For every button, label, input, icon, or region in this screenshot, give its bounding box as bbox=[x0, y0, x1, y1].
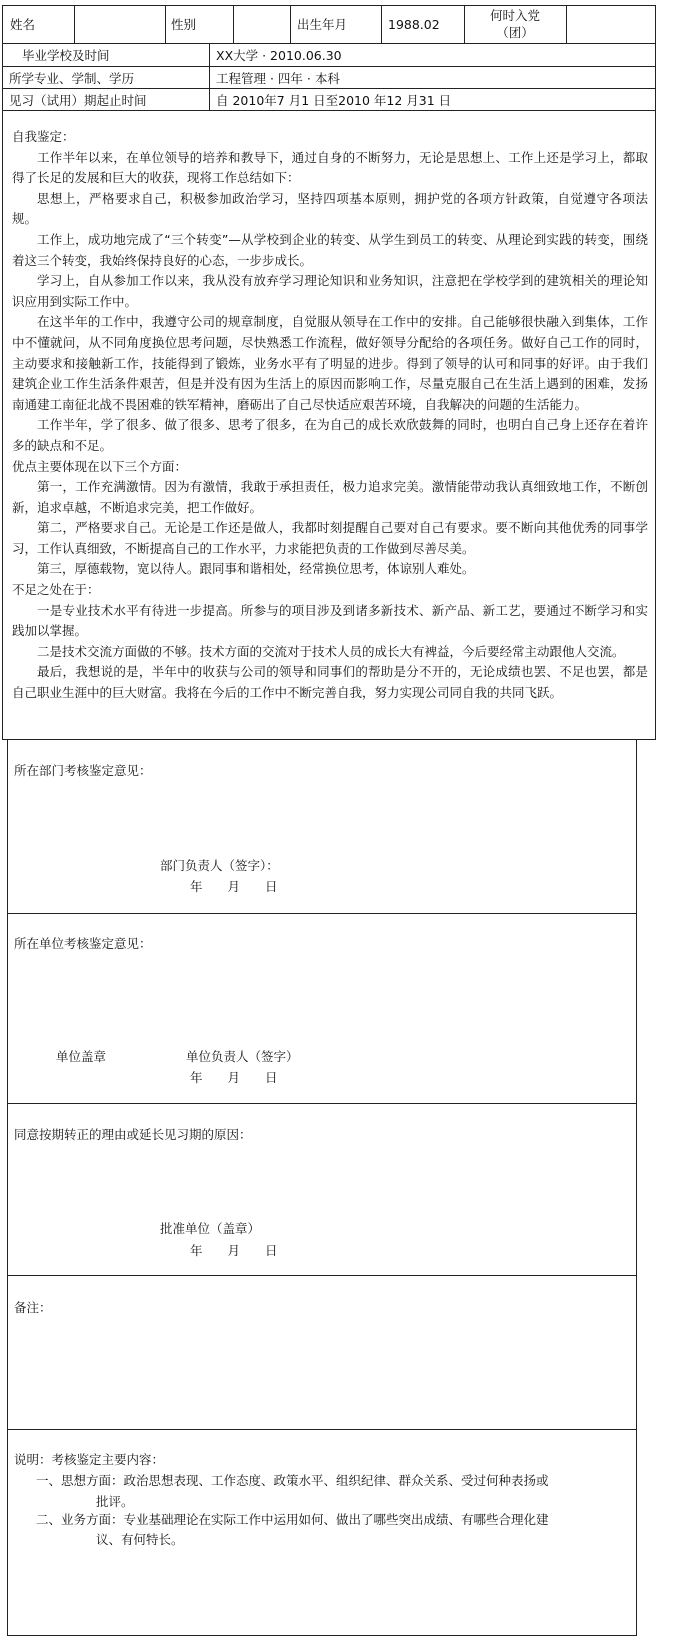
closing-paragraph: 最后，我想说的是，半年中的收获与公司的领导和同事们的帮助是分不开的，无论成绩也罢、不足也罢，都是自己职业生涯中的巨大财富。我将在今后的工作中不断完善自我，努力实现公司同自我的共同飞跃。 bbox=[12, 664, 648, 701]
strengths-title: 优点主要体现在以下三个方面： bbox=[12, 458, 188, 474]
party-label-line2: （团） bbox=[496, 25, 534, 40]
unit-seal-label: 单位盖章 bbox=[56, 1049, 107, 1064]
grid-line bbox=[7, 739, 8, 1636]
grid-line bbox=[2, 5, 3, 739]
paragraph-6: 工作半年，学了很多、做了很多、思考了很多，在为自己的成长欢欣鼓舞的同时，也明白自己身上还存在着许多的缺点和不足。 bbox=[12, 417, 648, 453]
party-label bbox=[466, 6, 564, 42]
party-label-line1: 何时入党 bbox=[489, 8, 540, 23]
name-label: 姓名 bbox=[10, 17, 36, 32]
weakness-2: 二是技术交流方面做的不够。技术方面的交流对于技术人员的成长大有裨益，今后要经常主动跟他人交流。 bbox=[37, 643, 625, 659]
strength-2: 第二，严格要求自己。无论是工作还是做人，我都时刻提醒自己要对自己有要求。要不断向其他优秀的同事学习，工作认真细致，不断提高自己的工作水平，力求能把负责的工作做到尽善尽美。 bbox=[12, 520, 648, 556]
grid-line bbox=[7, 1635, 637, 1636]
note-item-2-cont: 议、有何特长。 bbox=[96, 1532, 184, 1547]
grid-line bbox=[7, 913, 637, 914]
major-label: 所学专业、学制、学历 bbox=[9, 70, 135, 86]
dept-signer-label: 部门负责人（签字）： bbox=[160, 858, 279, 873]
grid-line bbox=[636, 739, 637, 1636]
unit-section-title: 所在单位考核鉴定意见： bbox=[14, 936, 152, 951]
grid-line bbox=[290, 5, 291, 43]
dept-date: 年 月 日 bbox=[190, 879, 278, 894]
grid-line bbox=[7, 1429, 637, 1430]
birth-value[interactable]: 1988.02 bbox=[388, 16, 440, 32]
weakness-title: 不足之处在于： bbox=[12, 582, 100, 598]
period-label: 见习（试用）期起止时间 bbox=[9, 92, 147, 108]
paragraph-4: 学习上，自从参加工作以来，我从没有放弃学习理论知识和业务知识，注意把在学校学到的建筑相关的理论知识应用到实际工作中。 bbox=[12, 273, 648, 309]
grid-line bbox=[233, 5, 234, 43]
paragraph-2: 思想上，严格要求自己，积极参加政治学习，坚持四项基本原则，拥护党的各项方针政策，自觉遵守各项法规。 bbox=[12, 190, 648, 227]
unit-date: 年 月 日 bbox=[190, 1070, 278, 1085]
period-value[interactable]: 自 2010年7 月1 日至2010 年12 月31 日 bbox=[216, 92, 452, 108]
note-item-2: 二、业务方面：专业基础理论在实际工作中运用如何、做出了哪些突出成绩、有哪些合理化建 bbox=[36, 1512, 549, 1527]
grid-line bbox=[381, 5, 382, 43]
weakness-1: 一是专业技术水平有待进一步提高。所参与的项目涉及到诸多新技术、新产品、新工艺，要通过不断学习和实践加以掌握。 bbox=[12, 602, 648, 639]
paragraph-3: 工作上，成功地完成了“三个转变”—从学校到企业的转变、从学生到员工的转变、从理论到实践的转变，围绕着这三个转变，我始终保持良好的心态，一步步成长。 bbox=[12, 231, 648, 268]
grid-line bbox=[566, 5, 567, 43]
grid-line bbox=[7, 1275, 637, 1276]
gender-value[interactable] bbox=[235, 6, 289, 42]
school-value[interactable]: XX大学 · 2010.06.30 bbox=[216, 48, 342, 63]
grid-line bbox=[2, 739, 656, 740]
grid-line bbox=[209, 43, 210, 110]
unit-signer-label: 单位负责人（签字） bbox=[186, 1049, 299, 1064]
notes-title: 说明：考核鉴定主要内容： bbox=[14, 1452, 165, 1467]
paragraph-1: 工作半年以来，在单位领导的培养和教导下，通过自身的不断努力，无论是思想上、工作上还是学习上，都取得了长足的发展和巨大的收获，现将工作总结如下： bbox=[12, 149, 648, 186]
grid-line bbox=[2, 110, 656, 111]
self-assessment-title: 自我鉴定： bbox=[12, 129, 75, 144]
note-item-1: 一、思想方面：政治思想表现、工作态度、政策水平、组织纪律、群众关系、受过何种表扬或 bbox=[36, 1473, 549, 1488]
name-value[interactable] bbox=[76, 6, 164, 42]
grid-line bbox=[165, 5, 166, 43]
party-value[interactable] bbox=[568, 6, 654, 42]
gender-label: 性别 bbox=[171, 17, 197, 32]
self-assessment bbox=[12, 127, 648, 704]
grid-line bbox=[655, 5, 656, 739]
grid-line bbox=[464, 5, 465, 43]
remarks-title: 备注： bbox=[14, 1300, 52, 1315]
note-item-1-cont: 批评。 bbox=[96, 1494, 134, 1509]
approval-date: 年 月 日 bbox=[190, 1243, 278, 1258]
dept-section-title: 所在部门考核鉴定意见： bbox=[14, 763, 152, 778]
grid-line bbox=[74, 5, 75, 43]
strength-3: 第三，厚德载物，宽以待人。跟同事和谐相处，经常换位思考，体谅别人难处。 bbox=[37, 561, 475, 577]
birth-label: 出生年月 bbox=[297, 17, 348, 32]
approval-signer-label: 批准单位（盖章） bbox=[160, 1221, 261, 1236]
paragraph-5: 在这半年的工作中，我遵守公司的规章制度，自觉服从领导在工作中的安排。自己能够很快融入到集体，工作中不懂就问，从不同角度换位思考问题，尽快熟悉工作流程，做好领导分配给的各项任务。做好自己工作的同时，主动要求和接触新工作，技能得到了锻炼，业务水平有了明显的进步。得到了领导的认可和同事的好评。由于我们建筑企业工作生活条件艰苦，但是并没有因为生活上的原因而影响工作，尽量克服自己在生活上遇到的困难，发扬南通建工南征北战不畏困难的铁军精神，磨砺出了自己尽快适应艰苦环境，自我解决的问题的生活能力。 bbox=[12, 314, 648, 412]
major-value[interactable]: 工程管理 · 四年 · 本科 bbox=[216, 70, 340, 86]
approval-section-title: 同意按期转正的理由或延长见习期的原因： bbox=[14, 1127, 252, 1142]
school-label: 毕业学校及时间 bbox=[22, 48, 110, 63]
strength-1: 第一，工作充满激情。因为有激情，我敢于承担责任，极力追求完美。激情能带动我认真细致地工作，不断创新，追求卓越，不断追求完美，把工作做好。 bbox=[12, 479, 648, 515]
grid-line bbox=[7, 1103, 637, 1104]
